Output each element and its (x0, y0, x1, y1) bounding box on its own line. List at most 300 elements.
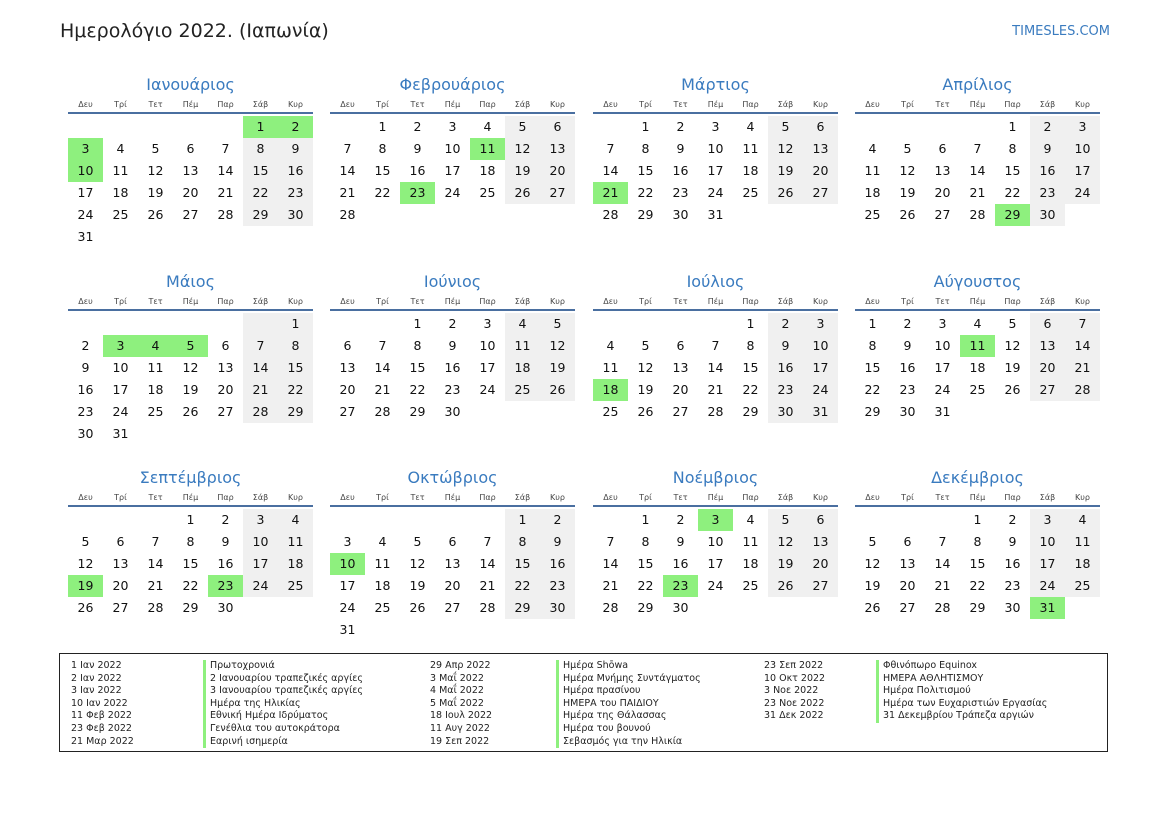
holiday-date: 10 Οκτ 2022 (764, 672, 826, 684)
empty-cell (330, 509, 365, 531)
day-cell: 26 (768, 182, 803, 204)
day-cell: 24 (707, 578, 724, 593)
day-cell: 27 (444, 600, 461, 615)
week-row (330, 401, 575, 423)
empty-cell (365, 509, 400, 531)
week-row (593, 335, 838, 357)
day-cell: 28 (1065, 379, 1100, 401)
empty-cell (540, 204, 575, 226)
weekday-label: Τρί (901, 296, 914, 306)
day-cell: 6 (448, 534, 457, 549)
day-cell: 11 (742, 141, 759, 156)
weekday-label: Δευ (78, 492, 93, 502)
week-row (68, 379, 313, 401)
day-cell: 14 (217, 163, 234, 178)
day-cell: 30 (768, 401, 803, 423)
empty-cell (138, 313, 173, 335)
day-cell: 20 (803, 160, 838, 182)
week-row (68, 575, 313, 597)
day-cell: 24 (77, 207, 94, 222)
empty-cell (733, 597, 768, 619)
week-row (68, 597, 313, 619)
holiday-name: Εαρινή ισημερία (203, 736, 363, 749)
day-cell: 19 (1004, 360, 1021, 375)
day-cell: 10 (707, 141, 724, 156)
day-cell: 21 (243, 379, 278, 401)
legend-dates-column (71, 660, 134, 748)
day-cell: 4 (378, 534, 387, 549)
week-row (855, 204, 1100, 226)
day-cell: 22 (409, 382, 426, 397)
empty-cell (103, 226, 138, 248)
month-2 (330, 74, 575, 226)
week-row (68, 401, 313, 423)
day-cell: 9 (676, 534, 685, 549)
holiday-name: ΗΜΕΡΑ ΑΘΛΗΤΙΣΜΟΥ (876, 673, 1047, 686)
empty-cell (435, 509, 470, 531)
weekday-label: Τρί (114, 99, 127, 109)
day-cell: 9 (448, 338, 457, 353)
month-1 (68, 74, 313, 248)
empty-cell (243, 313, 278, 335)
day-cell: 5 (540, 313, 575, 335)
day-cell: 13 (803, 531, 838, 553)
day-cell: 27 (899, 600, 916, 615)
day-cell: 23 (663, 575, 698, 597)
empty-cell (208, 226, 243, 248)
day-cell: 4 (278, 509, 313, 531)
empty-cell (470, 401, 505, 423)
day-cell: 23 (672, 185, 689, 200)
day-cell: 7 (221, 141, 230, 156)
week-row (330, 531, 575, 553)
day-cell: 26 (540, 379, 575, 401)
day-cell: 29 (409, 404, 426, 419)
month-5 (68, 271, 313, 445)
day-cell: 18 (147, 382, 164, 397)
weekday-label: Τρί (639, 99, 652, 109)
holiday-date: 23 Σεπ 2022 (764, 660, 824, 671)
day-cell: 24 (803, 379, 838, 401)
day-cell: 8 (868, 338, 877, 353)
week-row (68, 509, 313, 531)
weekday-label: Κυρ (550, 296, 565, 306)
weekday-label: Παρ (742, 99, 759, 109)
empty-cell (733, 204, 768, 226)
day-cell: 5 (641, 338, 650, 353)
week-row (593, 401, 838, 423)
day-cell: 16 (409, 163, 426, 178)
day-cell: 13 (182, 163, 199, 178)
day-cell: 9 (1030, 138, 1065, 160)
day-cell: 15 (969, 556, 986, 571)
weekday-label: Τρί (639, 492, 652, 502)
day-cell: 12 (637, 360, 654, 375)
day-cell: 24 (707, 185, 724, 200)
month-3 (593, 74, 838, 226)
weekday-label: Δευ (865, 99, 880, 109)
day-cell: 29 (182, 600, 199, 615)
day-cell: 21 (1065, 357, 1100, 379)
day-cell: 5 (768, 116, 803, 138)
day-cell: 4 (606, 338, 615, 353)
empty-cell (768, 204, 803, 226)
day-cell: 15 (742, 360, 759, 375)
month-name: Σεπτέμβριος (139, 468, 242, 487)
legend-dates-column (764, 660, 825, 723)
day-cell: 25 (479, 185, 496, 200)
day-cell: 7 (973, 141, 982, 156)
empty-cell (1065, 597, 1100, 619)
weekday-label: Κυρ (1075, 99, 1090, 109)
day-cell: 8 (641, 141, 650, 156)
month-4 (855, 74, 1100, 226)
day-cell: 27 (803, 575, 838, 597)
weekday-label: Δευ (603, 99, 618, 109)
holiday-name: Ημέρα των Ευχαριστιών Εργασίας (876, 698, 1047, 711)
day-cell: 10 (330, 553, 365, 575)
week-row (593, 357, 838, 379)
day-cell: 25 (147, 404, 164, 419)
day-cell: 11 (864, 163, 881, 178)
day-cell: 13 (112, 556, 129, 571)
legend-names-column (876, 660, 1047, 723)
empty-cell (593, 509, 628, 531)
day-cell: 13 (672, 360, 689, 375)
weekday-label: Σάβ (252, 492, 269, 502)
empty-cell (138, 423, 173, 445)
day-cell: 30 (672, 207, 689, 222)
holiday-name: Φθινόπωρο Equinox (876, 660, 1047, 673)
day-cell: 3 (698, 509, 733, 531)
holiday-name: Ημέρα Μνήμης Συντάγματος (556, 673, 701, 686)
day-cell: 23 (208, 575, 243, 597)
weekday-label: Τρί (114, 492, 127, 502)
day-cell: 20 (934, 185, 951, 200)
empty-cell (208, 313, 243, 335)
day-cell: 10 (803, 335, 838, 357)
day-cell: 11 (960, 335, 995, 357)
day-cell: 8 (413, 338, 422, 353)
day-cell: 19 (182, 382, 199, 397)
weekday-label: Τετ (935, 296, 950, 306)
weekday-label: Δευ (865, 492, 880, 502)
holiday-date: 10 Ιαν 2022 (71, 697, 128, 709)
day-cell: 22 (505, 575, 540, 597)
empty-cell (628, 313, 663, 335)
weekday-label: Σάβ (1039, 296, 1056, 306)
weekday-label: Δευ (603, 492, 618, 502)
week-row (68, 423, 313, 445)
day-cell: 30 (1030, 204, 1065, 226)
day-cell: 1 (868, 316, 877, 331)
weekday-label: Πέμ (969, 296, 986, 306)
day-cell: 15 (374, 163, 391, 178)
day-cell: 26 (505, 182, 540, 204)
week-row (68, 138, 313, 160)
day-cell: 16 (1004, 556, 1021, 571)
empty-cell (470, 204, 505, 226)
day-cell: 10 (1065, 138, 1100, 160)
week-row (593, 138, 838, 160)
weekday-label: Πέμ (969, 492, 986, 502)
day-cell: 15 (1004, 163, 1021, 178)
day-cell: 25 (505, 379, 540, 401)
month-9 (68, 467, 313, 619)
day-cell: 29 (969, 600, 986, 615)
day-cell: 22 (243, 182, 278, 204)
holiday-date: 1 Ιαν 2022 (71, 660, 122, 671)
day-cell: 1 (278, 313, 313, 335)
weekday-label: Δευ (78, 296, 93, 306)
weekday-label: Κυρ (1075, 296, 1090, 306)
day-cell: 14 (707, 360, 724, 375)
day-cell: 30 (278, 204, 313, 226)
empty-cell (173, 313, 208, 335)
weekday-header (68, 489, 313, 507)
day-cell: 2 (81, 338, 90, 353)
day-cell: 24 (339, 600, 356, 615)
page-title: Ημερολόγιο 2022. (Ιαπωνία) (60, 20, 329, 42)
empty-cell (208, 423, 243, 445)
empty-cell (540, 619, 575, 641)
week-row (593, 379, 838, 401)
weekday-label: Πέμ (182, 99, 199, 109)
day-cell: 30 (540, 597, 575, 619)
day-cell: 26 (637, 404, 654, 419)
day-cell: 9 (540, 531, 575, 553)
day-cell: 2 (278, 116, 313, 138)
week-row (593, 575, 838, 597)
day-cell: 9 (903, 338, 912, 353)
day-cell: 14 (479, 556, 496, 571)
holiday-date: 23 Φεβ 2022 (71, 722, 132, 734)
week-row (68, 553, 313, 575)
weekday-header (855, 96, 1100, 114)
day-cell: 25 (742, 185, 759, 200)
day-cell: 18 (278, 553, 313, 575)
month-name: Οκτώβριος (407, 468, 498, 487)
weekday-label: Τετ (935, 99, 950, 109)
day-cell: 5 (868, 534, 877, 549)
week-row (855, 553, 1100, 575)
weekday-label: Παρ (1004, 296, 1021, 306)
day-cell: 5 (505, 116, 540, 138)
day-cell: 3 (243, 509, 278, 531)
day-cell: 30 (444, 404, 461, 419)
day-cell: 29 (742, 404, 759, 419)
day-cell: 3 (938, 316, 947, 331)
empty-cell (365, 619, 400, 641)
day-cell: 18 (864, 185, 881, 200)
day-cell: 2 (221, 512, 230, 527)
day-cell: 19 (540, 357, 575, 379)
weekday-label: Σάβ (252, 296, 269, 306)
week-row (330, 116, 575, 138)
day-cell: 17 (934, 360, 951, 375)
day-cell: 26 (77, 600, 94, 615)
week-row (855, 138, 1100, 160)
day-cell: 29 (278, 401, 313, 423)
day-cell: 8 (641, 534, 650, 549)
day-cell: 15 (637, 556, 654, 571)
day-cell: 20 (672, 382, 689, 397)
day-cell: 25 (602, 404, 619, 419)
day-cell: 19 (68, 575, 103, 597)
legend-dates-column (430, 660, 492, 748)
day-cell: 28 (602, 207, 619, 222)
day-cell: 17 (707, 163, 724, 178)
day-cell: 25 (742, 578, 759, 593)
empty-cell (855, 116, 890, 138)
week-row (593, 313, 838, 335)
day-cell: 26 (899, 207, 916, 222)
empty-cell (435, 204, 470, 226)
holiday-legend (59, 653, 1108, 752)
empty-cell (470, 509, 505, 531)
day-cell: 5 (903, 141, 912, 156)
weekday-label: Δευ (340, 492, 355, 502)
day-cell: 29 (637, 600, 654, 615)
week-row (68, 116, 313, 138)
day-cell: 22 (182, 578, 199, 593)
day-cell: 12 (540, 335, 575, 357)
day-cell: 26 (182, 404, 199, 419)
day-cell: 21 (707, 382, 724, 397)
day-cell: 2 (903, 316, 912, 331)
day-cell: 24 (1065, 182, 1100, 204)
week-row (593, 204, 838, 226)
day-cell: 5 (768, 509, 803, 531)
holiday-date: 11 Φεβ 2022 (71, 710, 132, 722)
site-link[interactable]: TIMESLES.COM (1012, 24, 1110, 39)
day-cell: 15 (864, 360, 881, 375)
day-cell: 24 (934, 382, 951, 397)
day-cell: 31 (77, 229, 94, 244)
day-cell: 2 (768, 313, 803, 335)
day-cell: 17 (479, 360, 496, 375)
day-cell: 26 (768, 575, 803, 597)
day-cell: 19 (409, 578, 426, 593)
month-name: Ιούνιος (423, 272, 482, 291)
day-cell: 14 (243, 357, 278, 379)
weekday-label: Τρί (376, 296, 389, 306)
day-cell: 28 (147, 600, 164, 615)
weekday-label: Σάβ (514, 492, 531, 502)
day-cell: 23 (400, 182, 435, 204)
weekday-label: Τετ (410, 492, 425, 502)
day-cell: 19 (899, 185, 916, 200)
day-cell: 13 (803, 138, 838, 160)
week-row (855, 401, 1100, 423)
weekday-label: Σάβ (1039, 99, 1056, 109)
weekday-header (593, 293, 838, 311)
day-cell: 2 (448, 316, 457, 331)
day-cell: 2 (676, 119, 685, 134)
day-cell: 7 (1065, 313, 1100, 335)
day-cell: 12 (409, 556, 426, 571)
day-cell: 14 (339, 163, 356, 178)
weekday-label: Πέμ (444, 296, 461, 306)
weekday-label: Τρί (114, 296, 127, 306)
day-cell: 16 (444, 360, 461, 375)
day-cell: 1 (505, 509, 540, 531)
empty-cell (400, 204, 435, 226)
day-cell: 11 (470, 138, 505, 160)
empty-cell (103, 116, 138, 138)
day-cell: 3 (1030, 509, 1065, 531)
day-cell: 25 (374, 600, 391, 615)
day-cell: 10 (444, 141, 461, 156)
day-cell: 9 (81, 360, 90, 375)
empty-cell (1065, 401, 1100, 423)
day-cell: 3 (1065, 116, 1100, 138)
day-cell: 16 (672, 556, 689, 571)
weekday-label: Κυρ (288, 492, 303, 502)
day-cell: 22 (637, 578, 654, 593)
holiday-date: 18 Ιουλ 2022 (430, 710, 493, 722)
day-cell: 3 (103, 335, 138, 357)
day-cell: 30 (672, 600, 689, 615)
day-cell: 7 (483, 534, 492, 549)
day-cell: 21 (602, 578, 619, 593)
day-cell: 28 (707, 404, 724, 419)
week-row (68, 313, 313, 335)
empty-cell (243, 597, 278, 619)
day-cell: 17 (339, 578, 356, 593)
empty-cell (1030, 401, 1065, 423)
day-cell: 23 (444, 382, 461, 397)
day-cell: 1 (243, 116, 278, 138)
week-row (68, 160, 313, 182)
day-cell: 23 (768, 379, 803, 401)
day-cell: 7 (243, 335, 278, 357)
week-row (593, 182, 838, 204)
weekday-label: Τετ (410, 99, 425, 109)
weekday-label: Δευ (603, 296, 618, 306)
day-cell: 6 (540, 116, 575, 138)
empty-cell (365, 313, 400, 335)
day-cell: 11 (278, 531, 313, 553)
day-cell: 14 (934, 556, 951, 571)
day-cell: 22 (637, 185, 654, 200)
month-name: Απρίλιος (942, 75, 1013, 94)
day-cell: 4 (505, 313, 540, 335)
day-cell: 16 (77, 382, 94, 397)
weekday-label: Τετ (673, 99, 688, 109)
day-cell: 21 (217, 185, 234, 200)
week-row (593, 116, 838, 138)
empty-cell (890, 116, 925, 138)
day-cell: 28 (339, 207, 356, 222)
day-cell: 23 (1004, 578, 1021, 593)
day-cell: 6 (1030, 313, 1065, 335)
day-cell: 10 (68, 160, 103, 182)
week-row (330, 138, 575, 160)
day-cell: 8 (746, 338, 755, 353)
empty-cell (330, 313, 365, 335)
holiday-name: Ημέρα της Θάλασσας (556, 710, 701, 723)
week-row (330, 182, 575, 204)
holiday-name: Εθνική Ημέρα Ιδρύματος (203, 710, 363, 723)
day-cell: 5 (413, 534, 422, 549)
empty-cell (925, 116, 960, 138)
day-cell: 4 (746, 512, 755, 527)
day-cell: 26 (864, 600, 881, 615)
day-cell: 8 (973, 534, 982, 549)
weekday-label: Δευ (340, 99, 355, 109)
day-cell: 27 (1030, 379, 1065, 401)
